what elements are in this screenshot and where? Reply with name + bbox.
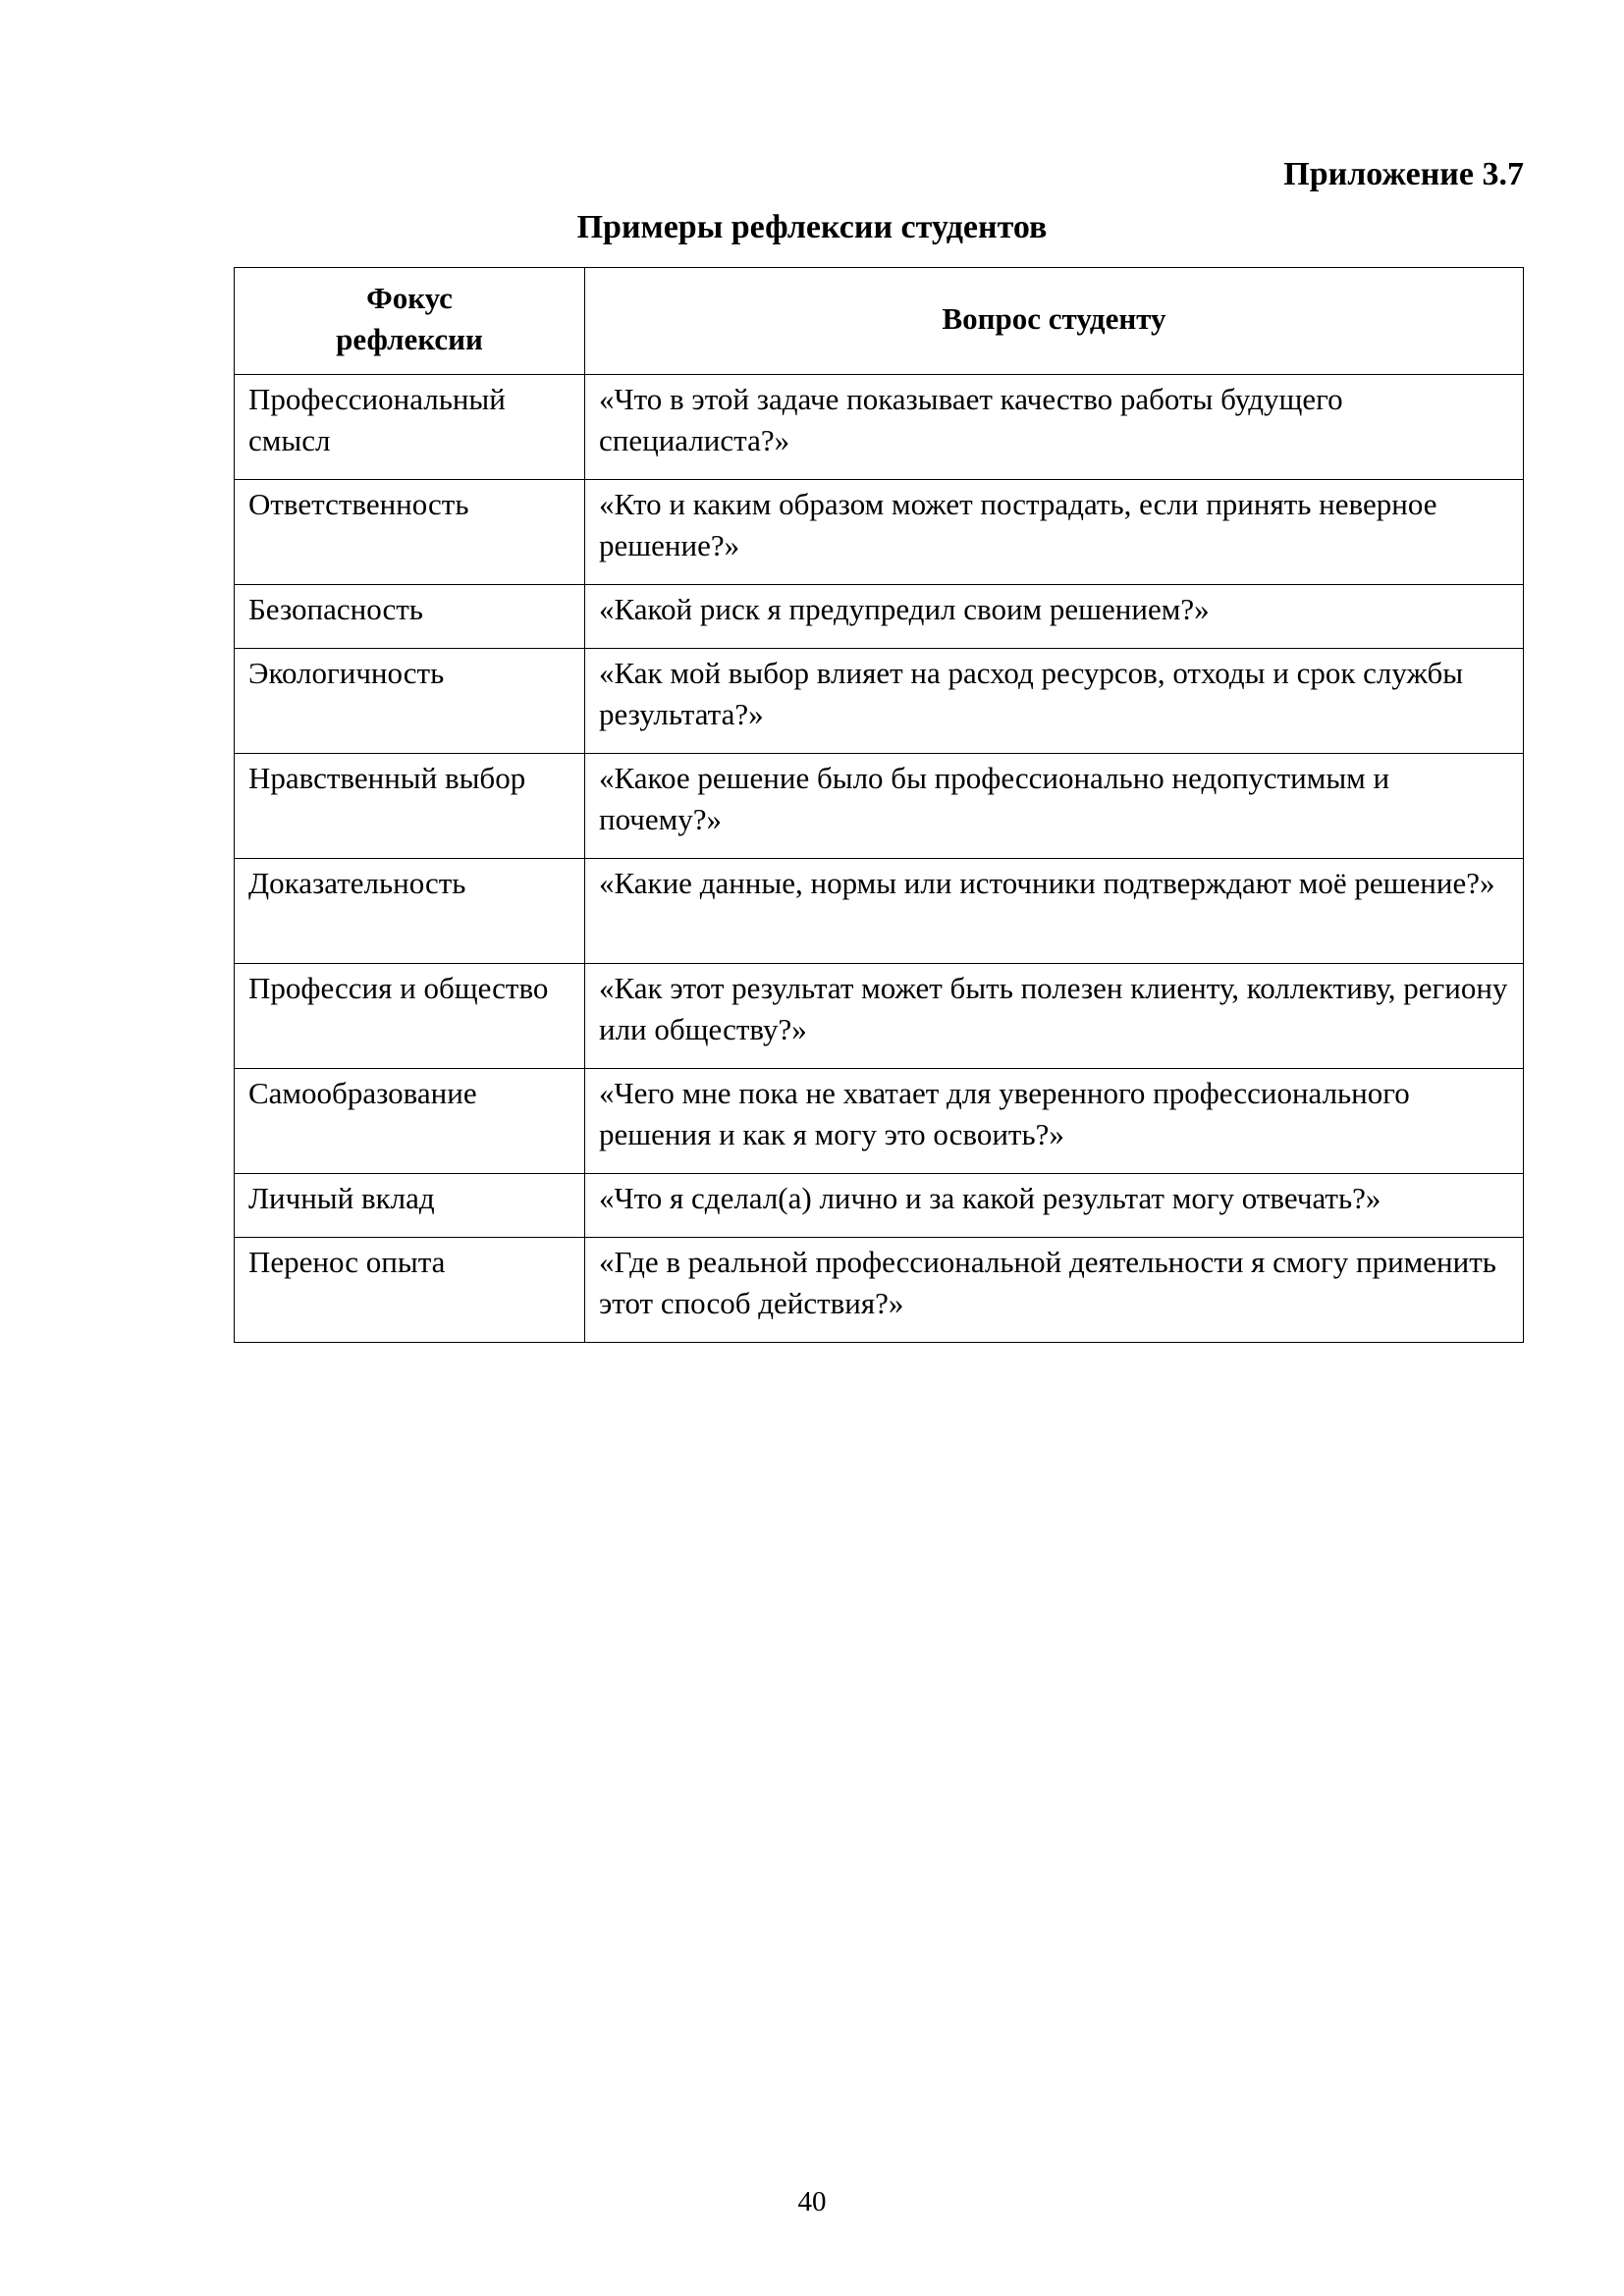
table-row [235, 375, 1524, 480]
focus-cell: Профессия и общество [235, 964, 585, 1069]
table-row [235, 649, 1524, 754]
focus-cell: Безопасность [235, 585, 585, 649]
focus-cell: Самообразование [235, 1069, 585, 1174]
question-cell: «Как мой выбор влияет на расход ресурсов, отходы и срок службы результата?» [585, 649, 1524, 754]
question-cell: «Что я сделал(а) лично и за какой результат могу отвечать?» [585, 1174, 1524, 1238]
table-row [235, 754, 1524, 859]
page-number: 40 [797, 2186, 827, 2217]
appendix-label: Приложение 3.7 [1283, 156, 1524, 192]
question-cell: «Какие данные, нормы или источники подтверждают моё решение?» [585, 859, 1524, 964]
question-cell: «Кто и каким образом может пострадать, если принять неверное решение?» [585, 480, 1524, 585]
table-row [235, 859, 1524, 964]
table-row [235, 1174, 1524, 1238]
reflection-examples-table [234, 267, 1524, 1343]
focus-cell: Нравственный выбор [235, 754, 585, 859]
question-cell: «Какой риск я предупредил своим решением?» [585, 585, 1524, 649]
table-row [235, 585, 1524, 649]
focus-cell: Перенос опыта [235, 1238, 585, 1343]
header-focus-line2: рефлексии [336, 322, 483, 356]
table-row [235, 964, 1524, 1069]
focus-cell: Доказательность [235, 859, 585, 964]
table-header-row [235, 268, 1524, 375]
question-cell: «Как этот результат может быть полезен клиенту, коллективу, региону или обществу?» [585, 964, 1524, 1069]
table-row [235, 1238, 1524, 1343]
focus-cell: Экологичность [235, 649, 585, 754]
focus-cell: Профессиональный смысл [235, 375, 585, 480]
focus-cell: Личный вклад [235, 1174, 585, 1238]
table-row [235, 480, 1524, 585]
header-focus [235, 268, 585, 375]
question-cell: «Чего мне пока не хватает для уверенного профессионального решения и как я могу это освоить?» [585, 1069, 1524, 1174]
question-cell: «Что в этой задаче показывает качество работы будущего специалиста?» [585, 375, 1524, 480]
question-cell: «Где в реальной профессиональной деятельности я смогу применить этот способ действия?» [585, 1238, 1524, 1343]
focus-cell: Ответственность [235, 480, 585, 585]
document-title: Примеры рефлексии студентов [576, 209, 1048, 245]
table-row [235, 1069, 1524, 1174]
question-cell: «Какое решение было бы профессионально недопустимым и почему?» [585, 754, 1524, 859]
header-question: Вопрос студенту [585, 268, 1524, 375]
header-focus-line1: Фокус [366, 281, 453, 315]
